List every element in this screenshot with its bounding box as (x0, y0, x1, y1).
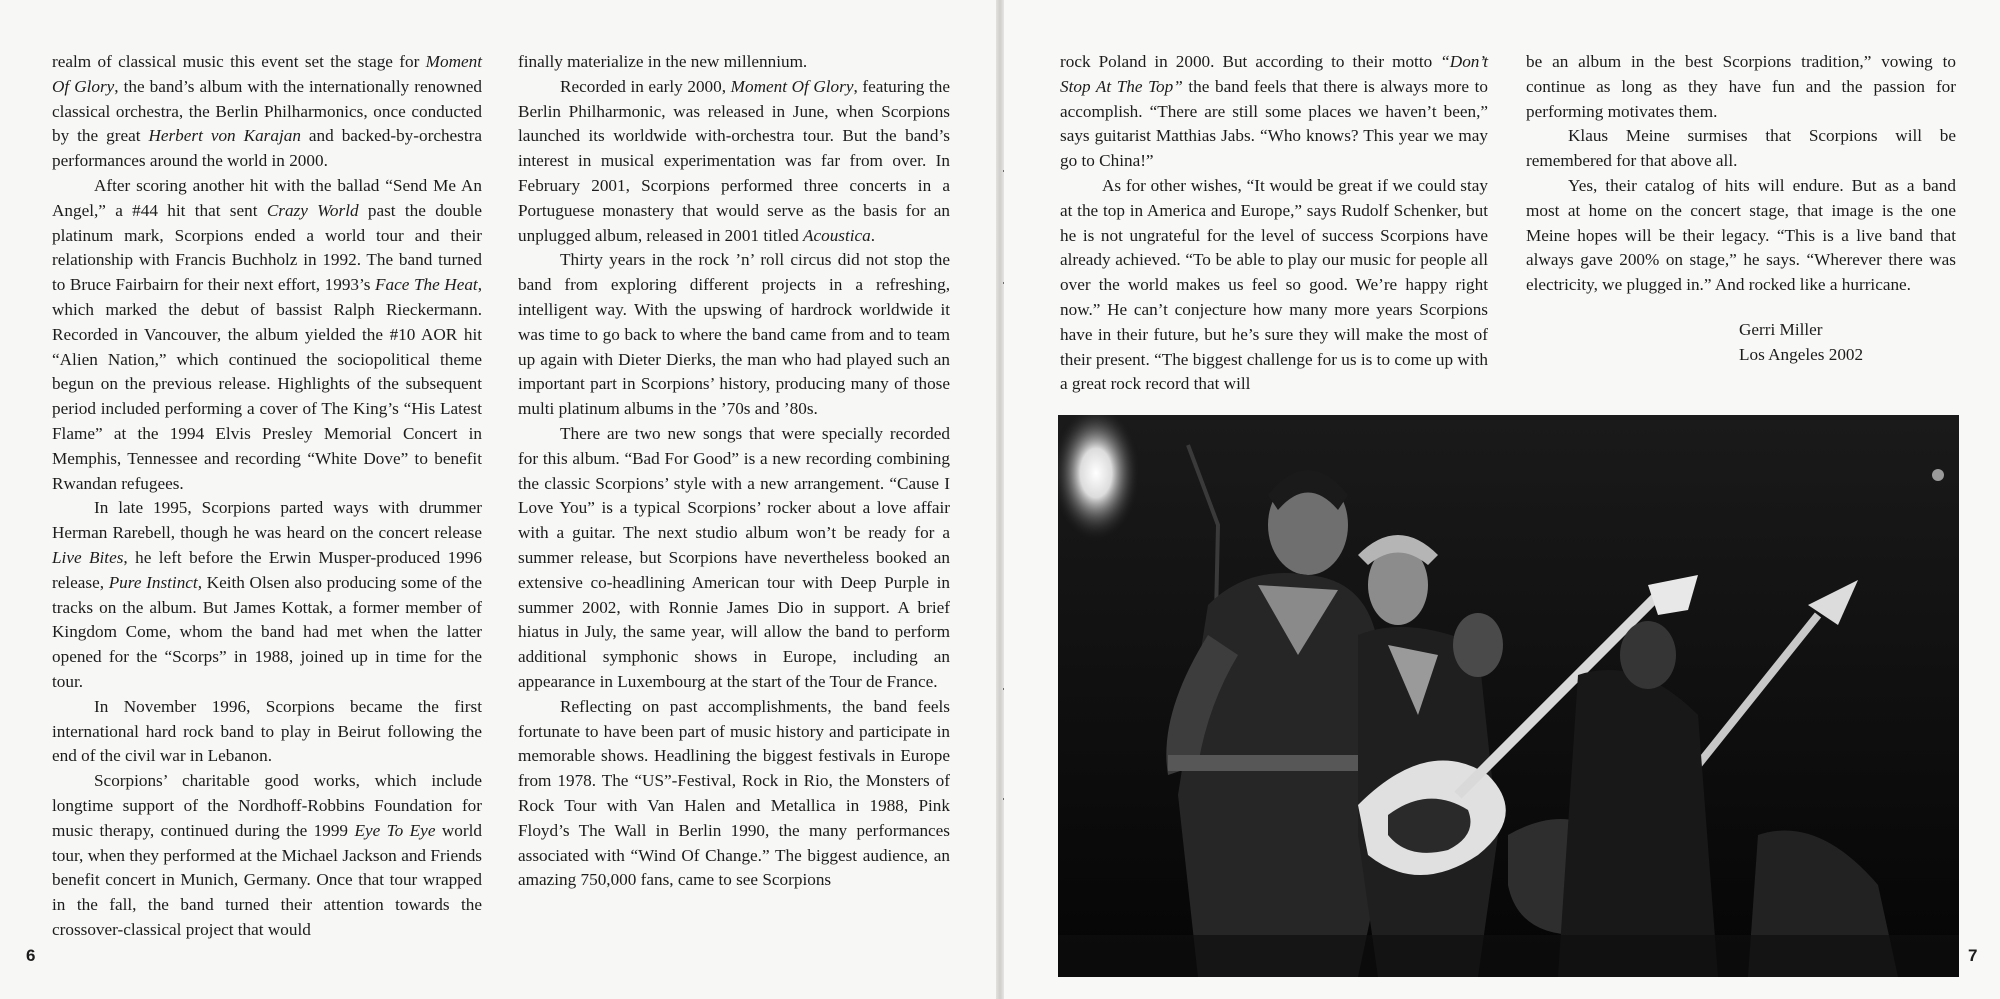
paragraph (52, 496, 482, 694)
text-run: world tour, when they performed at the Michael Jackson and Friends benefit concert in Munich, Germany. Once that tour wrapped in the fall, the band turned their attention towards the crossover-classical project that would (52, 820, 482, 939)
text-run: In November 1996, Scorpions became the first international hard rock band to play in Beirut following the end of the civil war in Lebanon. (52, 696, 482, 766)
text-column-4 (1526, 50, 1956, 368)
page-number-left: 6 (26, 946, 36, 965)
booklet-gutter (996, 0, 1004, 999)
text-run: Thirty years in the rock ’n’ roll circus did not stop the band from exploring different projects in a refreshing, intelligent way. With the upswing of hardrock worldwide it was time to go back to where the band came from and to team up again with Dieter Dierks, the man who had played such an important part in Scorpions’ history, producing many of those multi platinum albums in the ’70s and ’80s. (518, 250, 950, 419)
text-run: , Keith Olsen also producing some of the tracks on the album. But James Kottak, a former member of Kingdom Come, whom the band had met when the latter opened for the “Scorps” in 1988, joined up in time for the tour. (52, 572, 483, 691)
concert-photo-image (1058, 415, 1959, 977)
concert-photo (1058, 415, 1959, 977)
text-run: As for other wishes, “It would be great if we could stay at the top in America and Europe,” says Rudolf Schenker, but he is not ungrateful for the level of success Scorpions have already achieved. “To be able to play our music for people all over the world makes us feel so good. We’re happy right now.” He can’t conjecture how many more years Scorpions have in their future, but he’s sure they will make the most of their present. “The biggest challenge for us is to come up with a great rock record that will (1060, 175, 1488, 394)
left-page (0, 0, 996, 999)
author-signature (1526, 318, 1956, 368)
paragraph (1526, 124, 1956, 174)
author-name: Gerri Miller (1739, 319, 1823, 339)
paragraph (1526, 50, 1956, 124)
text-column-3 (1060, 50, 1488, 397)
italic-title: Face The Heat (375, 275, 478, 295)
text-run: , he left before the Erwin Musper-produced 1996 release, (52, 547, 482, 592)
italic-title: Moment Of Glory (730, 76, 854, 96)
text-run: the band feels that there is always more to accomplish. “There are still some places we haven’t been,” says guitarist Matthias Jabs. “Who knows? This year we may go to China!” (1060, 76, 1488, 171)
text-run: In late 1995, Scorpions parted ways with drummer Herman Rarebell, though he was heard on the concert release (52, 498, 482, 543)
paragraph (518, 695, 950, 893)
text-run: There are two new songs that were specially recorded for this album. “Bad For Good” is a new recording combining the classic Scorpions’ style with a new arrangement. “Cause I Love You” is a typical Scorpions’ rocker about a love affair with a guitar. The next studio album won’t be ready for a summer release, but Scorpions have nevertheless booked an extensive co-headlining American tour with Deep Purple in summer 2002, with Ronnie James Dio in support. A brief hiatus in July, the same year, will allow the band to perform additional symphonic shows in Europe, including an appearance in Luxembourg at the start of the Tour de France. (518, 423, 950, 691)
text-run: past the double platinum mark, Scorpions ended a world tour and their relationship with Francis Buchholz in 1992. The band turned to Bruce Fairbairn for their next effort, 1993’s (52, 200, 482, 295)
text-run: finally materialize in the new millennium. (518, 52, 808, 71)
italic-title: Moment Of Glory (52, 52, 482, 96)
column-4-body (1526, 50, 1956, 298)
italic-title: Herbert von Karajan (148, 126, 301, 146)
italic-title: Pure Instinct (108, 572, 198, 592)
text-run: realm of classical music this event set the stage for (52, 52, 426, 71)
text-run: rock Poland in 2000. But according to their motto (1060, 52, 1441, 71)
text-run: , the band’s album with the internationally renowned classical orchestra, the Berlin Philharmonics, once conducted by the great (52, 76, 482, 146)
italic-title: Acoustica (802, 225, 871, 245)
text-run: and backed-by-orchestra performances around the world in 2000. (52, 126, 482, 171)
paragraph (518, 248, 950, 422)
paragraph (52, 695, 482, 769)
italic-title: “Don’t Stop At The Top” (1060, 52, 1488, 96)
page-number-right: 7 (1968, 946, 1978, 965)
text-run: After scoring another hit with the ballad “Send Me An Angel,” a #44 hit that sent (52, 175, 482, 220)
paragraph (518, 422, 950, 695)
paragraph (52, 50, 482, 174)
text-run: . (870, 225, 876, 245)
text-run: Klaus Meine surmises that Scorpions will be remembered for that above all. (1526, 126, 1956, 171)
text-run: Reflecting on past accomplishments, the band feels fortunate to have been part of music history and participate in memorable shows. Headlining the biggest festivals in Europe from 1978. The “US”-Festival, Rock in Rio, the Monsters of Rock Tour with Van Halen and Metallica in 1988, Pink Floyd’s The Wall in Berlin 1990, the many performances associated with “Wind Of Change.” The biggest audience, an amazing 750,000 fans, came to see Scorpions (518, 696, 950, 890)
paragraph (518, 75, 950, 249)
text-run: , which marked the debut of bassist Ralph Rieckermann. Recorded in Vancouver, the album yielded the #10 AOR hit “Alien Nation,” which continued the sociopolitical theme begun on the previous release. Highlights of the subsequent period included performing a cover of The King’s “His Latest Flame” at the 1994 Elvis Presley Memorial Concert in Memphis, Tennessee and recording “White Dove” to benefit Rwandan refugees. (52, 275, 482, 493)
author-location-date: Los Angeles 2002 (1739, 344, 1864, 364)
paragraph (1060, 50, 1488, 174)
text-run: Scorpions’ charitable good works, which include longtime support of the Nordhoff-Robbins Foundation for music therapy, continued during the 1999 (52, 771, 482, 840)
text-column-1 (52, 50, 482, 943)
text-run: Recorded in early 2000, (560, 76, 731, 96)
text-run: be an album in the best Scorpions tradition,” vowing to continue as long as they have fun and the passion for performing motivates them. (1526, 52, 1956, 121)
italic-title: Eye To Eye (354, 820, 436, 840)
italic-title: Live Bites (52, 547, 124, 567)
text-run: Yes, their catalog of hits will endure. But as a band most at home on the concert stage, that image is the one Meine hopes will be their legacy. “This is a live band that always gave 200% on stage,” he says. “Wherever there was electricity, we plugged in.” And rocked like a hurricane. (1526, 175, 1956, 295)
paragraph (1060, 174, 1488, 397)
text-run: , featuring the Berlin Philharmonic, was released in June, when Scorpions launched its worldwide with-orchestra tour. But the band’s interest in musical experimentation was far from over. In February 2001, Scorpions performed three concerts in a Portuguese monastery that would serve as the basis for an unplugged album, released in 2001 titled (518, 76, 950, 245)
paragraph (52, 174, 482, 496)
text-column-2 (518, 50, 950, 893)
paragraph (1526, 174, 1956, 298)
paragraph (52, 769, 482, 943)
paragraph (518, 50, 950, 75)
italic-title: Crazy World (266, 200, 359, 220)
